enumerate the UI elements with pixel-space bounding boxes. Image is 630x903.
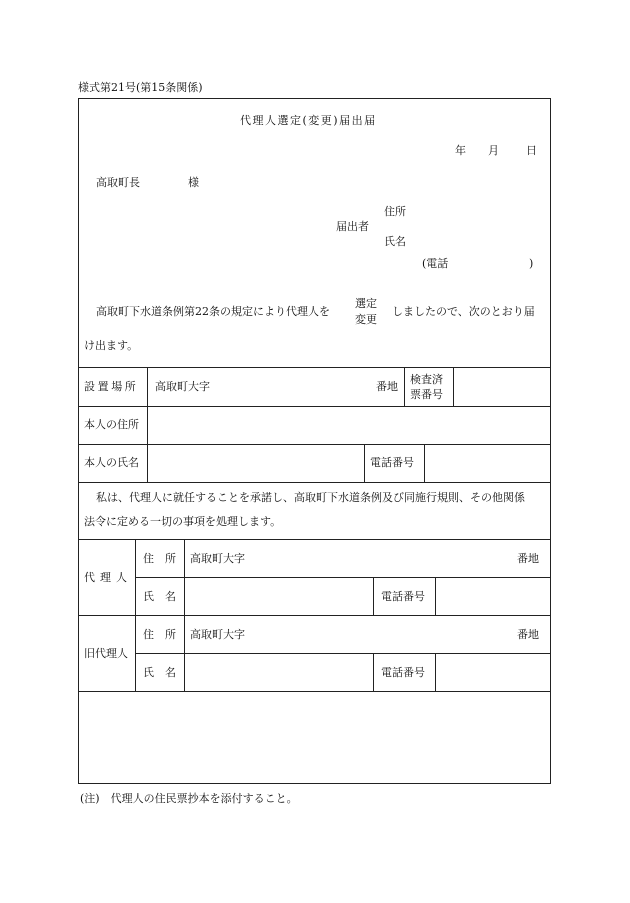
person-address-label: 本人の住所 [84,418,139,431]
column-divider [373,653,374,691]
date-year-label: 年 [455,144,466,157]
install-location-banchi: 番地 [376,380,398,393]
row-divider [78,444,551,445]
row-divider [78,406,551,407]
install-location-value[interactable]: 高取町大字 [155,380,210,393]
row-divider [135,653,551,654]
column-divider [404,367,405,406]
person-address-field[interactable] [149,408,549,442]
agent-phone-label: 電話番号 [381,590,425,603]
row-divider [78,539,551,540]
person-name-field[interactable] [149,446,362,480]
form-title: 代理人選定(変更)届出届 [240,114,377,127]
date-month-label: 月 [488,144,499,157]
column-divider [453,367,454,406]
column-divider [373,577,374,615]
column-divider [135,539,136,691]
row-divider [78,367,551,368]
body-text-line2: け出ます。 [84,339,139,352]
option-select: 選定 [355,297,377,310]
agent-name-label: 氏名 [143,590,187,603]
former-agent-address-value[interactable]: 高取町大字 [190,628,245,641]
agent-phone-field[interactable] [437,579,549,613]
date-day-label: 日 [526,144,537,157]
footnote: (注) 代理人の住民票抄本を添付すること。 [80,792,298,805]
row-divider [78,482,551,483]
column-divider [364,444,365,482]
inspection-label-1: 検査済 [410,373,443,386]
form-number: 様式第21号(第15条関係) [78,81,203,94]
former-agent-address-label: 住所 [143,628,187,641]
column-divider [424,444,425,482]
former-agent-name-field[interactable] [186,655,371,689]
column-divider [435,653,436,691]
applicant-address-label: 住所 [384,205,406,218]
body-text-prefix: 高取町下水道条例第22条の規定により代理人を [96,305,330,318]
agent-label: 代理人 [84,571,132,584]
former-agent-phone-label: 電話番号 [381,666,425,679]
addressee: 高取町長 [96,176,140,189]
row-divider [78,615,551,616]
agent-address-value[interactable]: 高取町大字 [190,552,245,565]
agent-address-label: 住所 [143,552,187,565]
applicant-name-label: 氏名 [384,235,406,248]
former-agent-address-banchi: 番地 [517,628,539,641]
agent-name-field[interactable] [186,579,371,613]
column-divider [147,367,148,482]
row-divider [78,691,551,692]
agent-address-banchi: 番地 [517,552,539,565]
addressee-honorific: 様 [188,176,199,189]
applicant-label: 届出者 [336,220,369,233]
consent-text-line1: 私は、代理人に就任することを承諾し、高取町下水道条例及び同施行規則、その他関係 [96,491,525,504]
applicant-phone-label: (電話 [422,257,449,270]
former-agent-name-label: 氏名 [143,666,187,679]
inspection-number-field[interactable] [455,369,549,404]
option-change: 変更 [355,313,377,326]
inspection-label-2: 票番号 [410,388,443,401]
install-location-label: 設置場所 [84,380,139,393]
body-text-suffix: しましたので、次のとおり届 [392,305,535,318]
row-divider [135,577,551,578]
column-divider [435,577,436,615]
person-phone-label: 電話番号 [370,456,414,469]
former-agent-label: 旧代理人 [84,647,128,660]
remarks-area[interactable] [80,693,549,782]
former-agent-phone-field[interactable] [437,655,549,689]
applicant-phone-close: ) [529,257,534,270]
person-name-label: 本人の氏名 [84,456,139,469]
person-phone-field[interactable] [426,446,549,480]
consent-text-line2: 法令に定める一切の事項を処理します。 [84,515,282,528]
